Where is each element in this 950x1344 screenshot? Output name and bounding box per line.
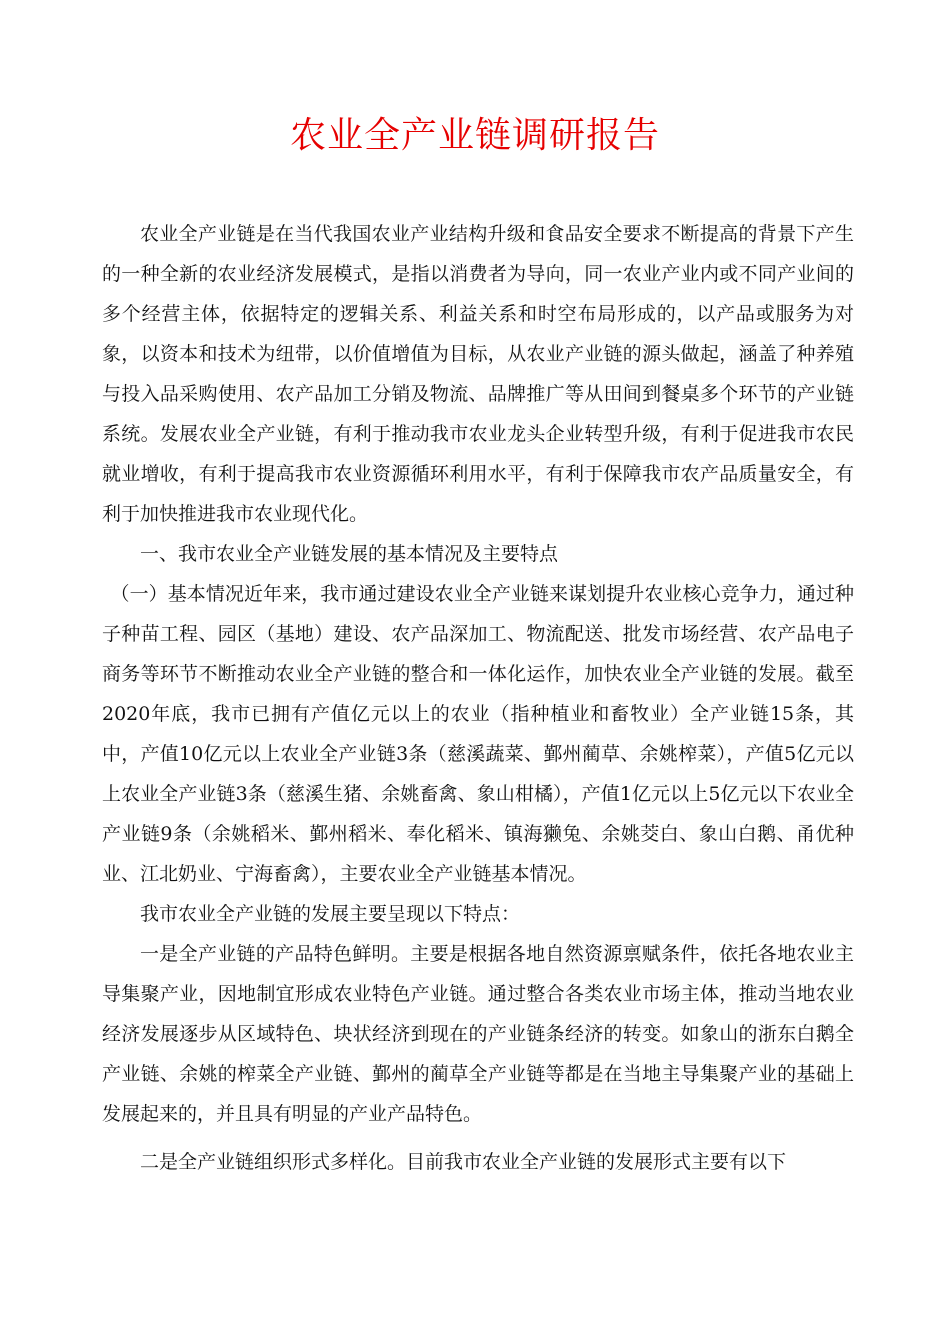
document-body	[102, 214, 854, 1182]
feature-two-paragraph: 二是全产业链组织形式多样化。目前我市农业全产业链的发展形式主要有以下	[140, 1151, 787, 1173]
intro-paragraph: 农业全产业链是在当代我国农业产业结构升级和食品安全要求不断提高的背景下产生的一种全新的农业经济发展模式，是指以消费者为导向，同一农业产业内或不同产业间的多个经营主体，依据特定的逻辑关系、利益关系和时空布局形成的，以产品或服务为对象，以资本和技术为纽带，以价值增值为目标，从农业产业链的源头做起，涵盖了种养殖与投入品采购使用、农产品加工分销及物流、品牌推广等从田间到餐桌多个环节的产业链系统。发展农业全产业链，有利于推动我市农业龙头企业转型升级，有利于促进我市农民就业增收，有利于提高我市农业资源循环利用水平，有利于保障我市农产品质量安全，有利于加快推进我市农业现代化。	[102, 223, 854, 525]
document-title: 农业全产业链调研报告	[289, 115, 660, 156]
features-intro-paragraph: 我市农业全产业链的发展主要呈现以下特点：	[140, 903, 521, 925]
section-heading: 一、我市农业全产业链发展的基本情况及主要特点	[140, 543, 559, 565]
feature-one-paragraph: 一是全产业链的产品特色鲜明。主要是根据各地自然资源禀赋条件，依托各地农业主导集聚产业，因地制宜形成农业特色产业链。通过整合各类农业市场主体，推动当地农业经济发展逐步从区域特色、块状经济到现在的产业链条经济的转变。如象山的浙东白鹅全产业链、余姚的榨菜全产业链、鄞州的蔺草全产业链等都是在当地主导集聚产业的基础上发展起来的，并且具有明显的产业产品特色。	[102, 943, 854, 1125]
basic-situation-paragraph: （一）基本情况近年来，我市通过建设农业全产业链来谋划提升农业核心竞争力，通过种子种苗工程、园区（基地）建设、农产品深加工、物流配送、批发市场经营、农产品电子商务等环节不断推动农业全产业链的整合和一体化运作，加快农业全产业链的发展。截至2020年底，我市已拥有产值亿元以上的农业（指种植业和畜牧业）全产业链15条，其中，产值10亿元以上农业全产业链3条（慈溪蔬菜、鄞州蔺草、余姚榨菜），产值5亿元以上农业全产业链3条（慈溪生猪、余姚畜禽、象山柑橘），产值1亿元以上5亿元以下农业全产业链9条（余姚稻米、鄞州稻米、奉化稻米、镇海獭兔、余姚茭白、象山白鹅、甬优种业、江北奶业、宁海畜禽），主要农业全产业链基本情况。	[102, 583, 854, 885]
